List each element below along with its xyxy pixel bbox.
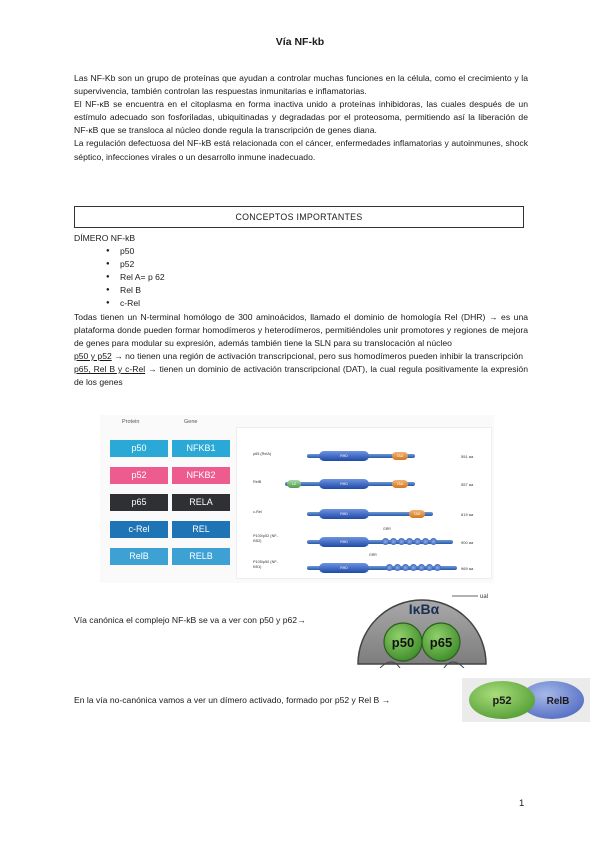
p50-p52-paragraph: [74, 350, 528, 363]
grr-label: GRR: [369, 553, 377, 557]
domain-label: c-Rel: [253, 510, 262, 514]
domain-label: p65 (RelA): [253, 452, 272, 456]
dimer-list: [74, 245, 528, 310]
domain-label: RelB: [253, 480, 262, 484]
intro-paragraph: La regulación defectuosa del NF-kB está relacionada con el cáncer, enfermedades inflamatorias y autoinmunes, shock séptico, infecciones virales o un desarrollo inmune inadecuado.: [74, 138, 528, 162]
ankyrin-repeat: [430, 538, 437, 545]
gene-box-rela: RELA: [172, 494, 230, 511]
ankyrin-repeat: [426, 564, 433, 571]
p65-lead: p65, Rel B y c-Rel: [74, 363, 146, 374]
ikba-label: IκBα: [408, 601, 440, 617]
list-item: ● p50: [106, 245, 528, 258]
rhd-domain: RHD: [319, 537, 369, 547]
domain-label: P105/p50 (NF-KB1): [253, 560, 278, 569]
page-number: 1: [519, 798, 525, 809]
p52-label: p52: [492, 695, 512, 707]
dhr-paragraph: Todas tienen un N-terminal homólogo de 300 aminoácidos, llamado el dominio de homología Rel (DHR) → es una plataforma donde pueden formar homodímeros y heterodímeros, permitiéndoles unir promotores y regiones de mejora de genes para modular su expresión, además también tiene la SLN para su translocación al núcleo: [74, 311, 528, 348]
rhd-domain: RHD: [319, 509, 369, 519]
dimer-title: DÍMERO NF-kB: [74, 233, 136, 243]
rhd-domain: RHD: [319, 479, 369, 489]
relb-label: RelB: [546, 696, 570, 707]
ankyrin-repeat: [402, 564, 409, 571]
ankyrin-repeat: [386, 564, 393, 571]
ankyrin-repeat: [418, 564, 425, 571]
page-title: Vía NF-kb: [275, 36, 325, 48]
domain-label: P100/p52 (NF-KB2): [253, 534, 278, 543]
gene-box-rel: REL: [172, 521, 230, 538]
lz-domain: LZ: [287, 480, 301, 488]
gene-box-nfkb2: NFKB2: [172, 467, 230, 484]
list-item: ● Rel B: [106, 284, 528, 297]
tad-domain: TAD: [392, 452, 408, 460]
concepts-header-box: CONCEPTOS IMPORTANTES: [74, 206, 524, 228]
list-item: ● p52: [106, 258, 528, 271]
aa-label: 551 aa: [461, 454, 474, 459]
aa-label: 900 aa: [461, 540, 474, 545]
protein-box-relb: RelB: [110, 548, 168, 565]
protein-column-header: Protein: [122, 419, 140, 425]
protein-box-c-rel: c-Rel: [110, 521, 168, 538]
ankyrin-repeat: [434, 564, 441, 571]
intro-paragraph: El NF-κB se encuentra en el citoplasma en forma inactiva unido a proteínas inhibidoras, las cuales después de un estímulo adecuado son fosforiladas, ubiquitinadas y degradadas por el proteosoma, permitiendo así la liberación de NF-κB que se transloca al núcleo donde regula la transcripción de genes diana.: [74, 99, 528, 136]
tad-domain: TAD: [409, 510, 425, 518]
tad-domain: TAD: [392, 480, 408, 488]
non-canonical-pathway-text: En la vía no-canónica vamos a ver un dímero activado, formado por p52 y Rel B →: [74, 695, 391, 705]
intro-paragraph: Las NF-Kb son un grupo de proteínas que ayudan a controlar muchas funciones en la célula, como el crecimiento y la supervivencia, también controlan las respuestas inmunitarias e inflamatorias.: [74, 73, 528, 97]
protein-box-p50: p50: [110, 440, 168, 457]
rhd-domain: RHD: [319, 563, 369, 573]
protein-box-p52: p52: [110, 467, 168, 484]
ankyrin-repeat: [382, 538, 389, 545]
ankyrin-repeat: [390, 538, 397, 545]
gene-box-nfkb1: NFKB1: [172, 440, 230, 457]
list-item: ● Rel A= p 62: [106, 271, 528, 284]
intro-text: [74, 72, 528, 164]
aa-label: 557 aa: [461, 482, 474, 487]
p65-paragraph: [74, 363, 528, 389]
ankyrin-repeat: [394, 564, 401, 571]
protein-domain-figure: [100, 415, 494, 583]
ankyrin-repeat: [422, 538, 429, 545]
ankyrin-repeat: [398, 538, 405, 545]
domain-diagram: [236, 427, 492, 579]
ankyrin-repeat: [406, 538, 413, 545]
rhd-domain: RHD: [319, 451, 369, 461]
gene-box-relb: RELB: [172, 548, 230, 565]
concepts-section: [74, 232, 528, 389]
gene-column-header: Gene: [184, 419, 198, 425]
aa-label: 619 aa: [461, 512, 474, 517]
ikba-complex-diagram: [352, 586, 492, 668]
list-item: ● c-Rel: [106, 297, 528, 310]
p50-p52-lead: p50 y p52: [74, 350, 112, 361]
aa-label: 969 aa: [461, 566, 474, 571]
p50-p52-text: → no tienen una región de activación transcripcional, pero sus homodímeros pueden inhibir la transcripción: [111, 350, 524, 361]
p52-relb-dimer-diagram: [462, 678, 590, 722]
ankyrin-repeat: [414, 538, 421, 545]
p65-text: → tienen un dominio de activación transcripcional (DAT), la cual regula positivamente la expresión de los genes: [74, 363, 528, 388]
p50-label: p50: [391, 635, 415, 650]
ankyrin-repeat: [410, 564, 417, 571]
p65-label: p65: [429, 635, 453, 650]
protein-box-p65: p65: [110, 494, 168, 511]
grr-label: GRR: [383, 527, 391, 531]
canonical-pathway-text: Vía canónica el complejo NF-kB se va a ver con p50 y p62→: [74, 615, 306, 625]
callout-label: ual: [480, 594, 489, 600]
